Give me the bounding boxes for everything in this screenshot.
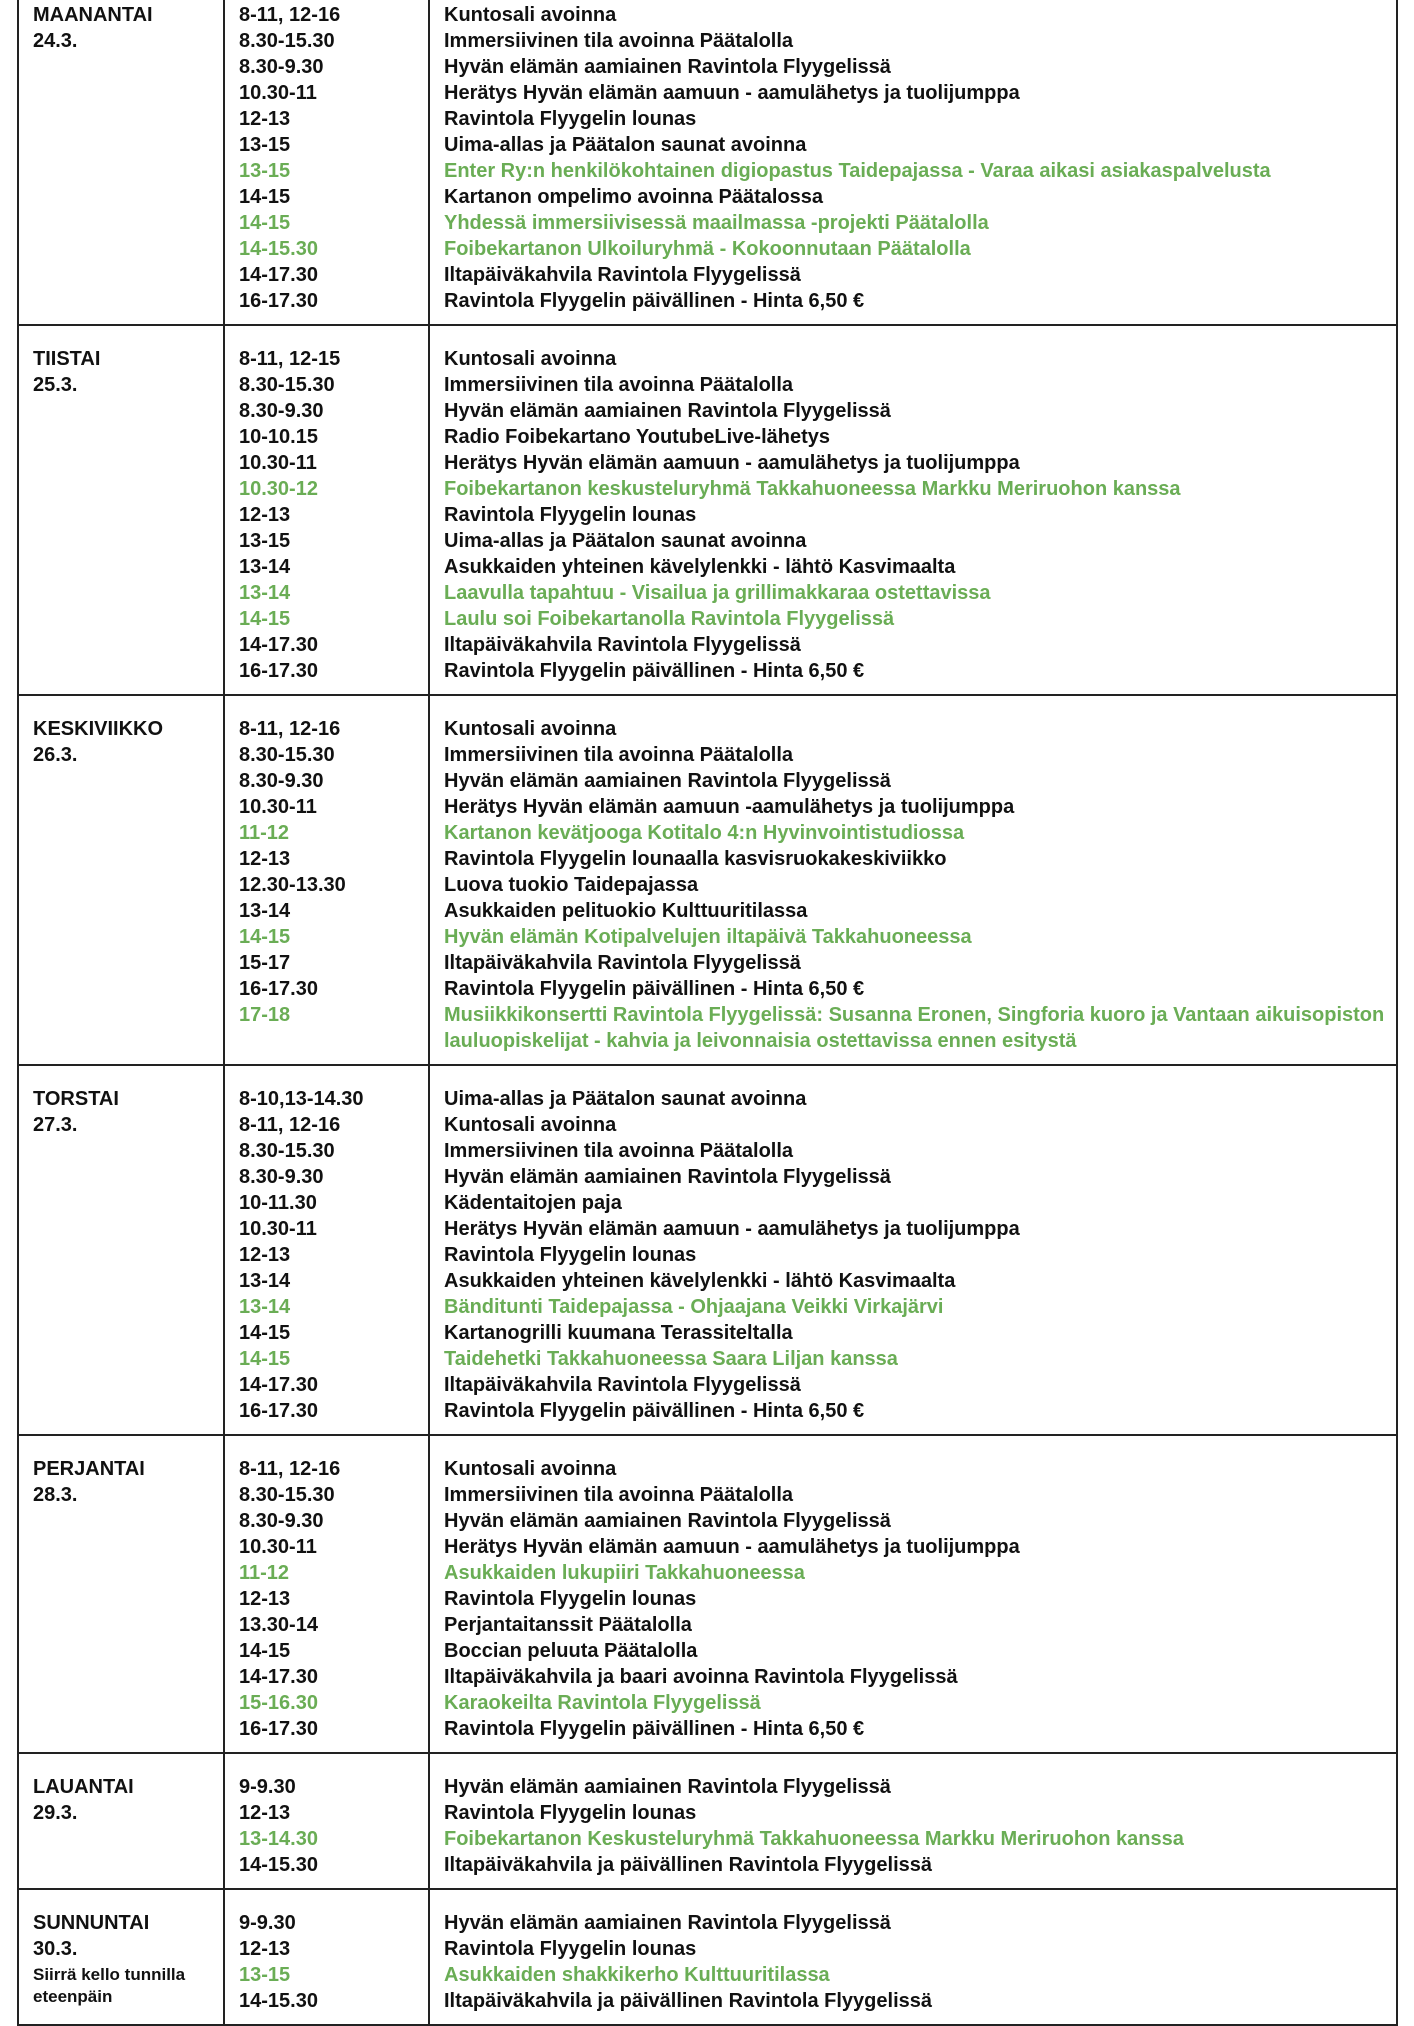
day-cell [18,1065,224,1435]
time-cell [224,325,429,695]
event-time: 8.30-9.30 [239,1166,324,1188]
event-time: 15-17 [239,952,291,974]
event-time: 10.30-11 [239,796,317,818]
event-title: Asukkaiden shakkikerho Kulttuuritilassa [444,1964,830,1986]
event-title: Herätys Hyvän elämän aamuun -aamulähetys ja tuolijumppa [444,796,1015,818]
event-title: Iltapäiväkahvila Ravintola Flyygelissä [444,264,801,286]
event-title: Ravintola Flyygelin lounas [444,504,697,526]
day-date: 28.3. [33,1484,78,1506]
event-title: Hyvän elämän aamiainen Ravintola Flyygelissä [444,1166,891,1188]
event-title: Ravintola Flyygelin lounas [444,1938,697,1960]
day-name: TIISTAI [33,348,101,370]
event-title: Hyvän elämän aamiainen Ravintola Flyygelissä [444,400,891,422]
event-cell [429,325,1397,695]
weekly-schedule-table [17,0,1398,2026]
event-time: 11-12 [239,1562,290,1584]
event-time: 10.30-12 [239,478,318,500]
event-title: Kädentaitojen paja [444,1192,622,1214]
day-cell [18,1753,224,1889]
event-title: Immersiivinen tila avoinna Päätalolla [444,30,794,52]
event-title: Hyvän elämän aamiainen Ravintola Flyygelissä [444,1776,891,1798]
event-cell [429,1435,1397,1753]
event-time: 14-15 [239,926,291,948]
event-time: 14-15 [239,1348,291,1370]
event-title: Laavulla tapahtuu - Visailua ja grillimakkaraa ostettavissa [444,582,991,604]
event-time: 11-12 [239,822,290,844]
day-note: Siirrä kello tunnilla eteenpäin [33,1965,186,2006]
event-title: Ravintola Flyygelin päivällinen - Hinta 6,50 € [444,978,865,1000]
event-time: 14-17.30 [239,1666,318,1688]
event-title: Asukkaiden yhteinen kävelylenkki - lähtö Kasvimaalta [444,556,956,578]
event-title: Laulu soi Foibekartanolla Ravintola Flyygelissä [444,608,895,630]
event-title: Hyvän elämän aamiainen Ravintola Flyygelissä [444,1510,891,1532]
event-time: 16-17.30 [239,1400,318,1422]
day-name: LAUANTAI [33,1776,134,1798]
event-time: 14-15.30 [239,1854,318,1876]
time-cell [224,1889,429,2025]
event-title: Ravintola Flyygelin lounas [444,1802,697,1824]
event-time: 10-10.15 [239,426,318,448]
event-time: 8.30-15.30 [239,30,335,52]
time-cell [224,1435,429,1753]
day-name: MAANANTAI [33,4,153,26]
day-name: SUNNUNTAI [33,1912,150,1934]
event-time: 8.30-15.30 [239,744,335,766]
event-title: Yhdessä immersiivisessä maailmassa -projekti Päätalolla [444,212,989,234]
day-name: TORSTAI [33,1088,119,1110]
event-title: Iltapäiväkahvila Ravintola Flyygelissä [444,952,801,974]
event-title: Taidehetki Takkahuoneessa Saara Liljan kanssa [444,1348,898,1370]
event-time: 13-15 [239,134,291,156]
day-cell [18,1889,224,2025]
event-title: Foibekartanon Keskusteluryhmä Takkahuoneessa Markku Meriruohon kanssa [444,1828,1184,1850]
event-title: Ravintola Flyygelin lounas [444,108,697,130]
event-title: Iltapäiväkahvila ja baari avoinna Ravintola Flyygelissä [444,1666,958,1688]
day-row [18,1753,1397,1889]
event-time: 8.30-9.30 [239,56,324,78]
time-cell [224,0,429,325]
event-title: Asukkaiden yhteinen kävelylenkki - lähtö Kasvimaalta [444,1270,956,1292]
event-title: Immersiivinen tila avoinna Päätalolla [444,1140,794,1162]
event-title: Iltapäiväkahvila ja päivällinen Ravintola Flyygelissä [444,1854,932,1876]
event-time: 8-11, 12-16 [239,718,341,740]
time-cell [224,1065,429,1435]
event-time: 16-17.30 [239,290,318,312]
event-time: 13-14 [239,582,291,604]
event-time: 13-14 [239,900,291,922]
day-row [18,0,1397,325]
event-time: 14-15 [239,1640,291,1662]
event-title: Ravintola Flyygelin lounaalla kasvisruokakeskiviikko [444,848,947,870]
event-time: 14-17.30 [239,264,318,286]
day-date: 30.3. [33,1938,78,1960]
event-title: Kartanon ompelimo avoinna Päätalossa [444,186,823,208]
event-time: 15-16.30 [239,1692,318,1714]
event-time: 13-14 [239,1296,291,1318]
day-row [18,695,1397,1065]
event-time: 14-17.30 [239,634,318,656]
event-time: 16-17.30 [239,1718,318,1740]
event-time: 8-11, 12-15 [239,348,341,370]
event-time: 8-10,13-14.30 [239,1088,364,1110]
event-time: 14-15 [239,212,291,234]
event-title: Iltapäiväkahvila Ravintola Flyygelissä [444,634,801,656]
day-row [18,1065,1397,1435]
event-title: Luova tuokio Taidepajassa [444,874,699,896]
event-title: Kartanogrilli kuumana Terassiteltalla [444,1322,793,1344]
event-title: Kuntosali avoinna [444,1458,617,1480]
event-time: 8-11, 12-16 [239,4,341,26]
day-cell [18,1435,224,1753]
event-time: 14-15 [239,608,291,630]
event-cell [429,0,1397,325]
day-date: 24.3. [33,30,78,52]
day-name: KESKIVIIKKO [33,718,164,740]
event-title: Karaokeilta Ravintola Flyygelissä [444,1692,761,1714]
event-time: 13-15 [239,530,291,552]
event-title: Bänditunti Taidepajassa - Ohjaajana Veikki Virkajärvi [444,1296,944,1318]
event-title: Hyvän elämän Kotipalvelujen iltapäivä Takkahuoneessa [444,926,972,948]
event-title: Hyvän elämän aamiainen Ravintola Flyygelissä [444,56,891,78]
event-title: Foibekartanon keskusteluryhmä Takkahuoneessa Markku Meriruohon kanssa [444,478,1181,500]
event-time: 13-14 [239,556,291,578]
day-cell [18,0,224,325]
event-time: 10.30-11 [239,1536,317,1558]
event-title: Boccian peluuta Päätalolla [444,1640,698,1662]
day-date: 26.3. [33,744,78,766]
event-time: 17-18 [239,1004,291,1026]
event-time: 8-11, 12-16 [239,1114,341,1136]
event-time: 9-9.30 [239,1912,296,1934]
event-time: 12-13 [239,1244,291,1266]
event-title: Kuntosali avoinna [444,4,617,26]
day-cell [18,325,224,695]
event-title: Herätys Hyvän elämän aamuun - aamulähetys ja tuolijumppa [444,1218,1020,1240]
day-date: 25.3. [33,374,78,396]
event-time: 13-15 [239,160,291,182]
event-title: Radio Foibekartano YoutubeLive-lähetys [444,426,830,448]
event-time: 8.30-9.30 [239,1510,324,1532]
event-time: 14-15.30 [239,238,318,260]
event-title: Ravintola Flyygelin päivällinen - Hinta 6,50 € [444,290,865,312]
event-title: Asukkaiden lukupiiri Takkahuoneessa [444,1562,805,1584]
event-time: 12-13 [239,848,291,870]
day-name: PERJANTAI [33,1458,145,1480]
event-time: 12-13 [239,108,291,130]
event-time: 12-13 [239,1802,291,1824]
day-date: 27.3. [33,1114,78,1136]
event-cell [429,1065,1397,1435]
event-title: Hyvän elämän aamiainen Ravintola Flyygelissä [444,1912,891,1934]
event-title: Ravintola Flyygelin päivällinen - Hinta 6,50 € [444,1400,865,1422]
day-row [18,1435,1397,1753]
time-cell [224,695,429,1065]
event-time: 14-15.30 [239,1990,318,2012]
event-time: 8.30-15.30 [239,1140,335,1162]
event-title: Ravintola Flyygelin lounas [444,1588,697,1610]
event-time: 12.30-13.30 [239,874,346,896]
day-date: 29.3. [33,1802,78,1824]
event-title: Iltapäiväkahvila ja päivällinen Ravintola Flyygelissä [444,1990,932,2012]
event-time: 12-13 [239,1938,291,1960]
event-time: 14-17.30 [239,1374,318,1396]
event-time: 10-11.30 [239,1192,317,1214]
event-title: Kuntosali avoinna [444,348,617,370]
event-title: Immersiivinen tila avoinna Päätalolla [444,744,794,766]
event-time: 14-15 [239,1322,291,1344]
event-time: 13.30-14 [239,1614,318,1636]
event-time: 10.30-11 [239,1218,317,1240]
day-row [18,325,1397,695]
event-title: Herätys Hyvän elämän aamuun - aamulähetys ja tuolijumppa [444,82,1020,104]
event-time: 14-15 [239,186,291,208]
event-title: Uima-allas ja Päätalon saunat avoinna [444,134,807,156]
event-time: 8.30-15.30 [239,374,335,396]
event-title: Ravintola Flyygelin lounas [444,1244,697,1266]
event-title: Uima-allas ja Päätalon saunat avoinna [444,1088,807,1110]
event-time: 10.30-11 [239,82,317,104]
event-title: Enter Ry:n henkilökohtainen digiopastus Taidepajassa - Varaa aikasi asiakaspalvelusta [444,160,1271,182]
event-time: 8.30-9.30 [239,400,324,422]
event-title: Musiikkikonsertti Ravintola Flyygelissä: Susanna Eronen, Singforia kuoro ja Vantaan aikuisopiston lauluopiskelijat - kahvia ja leivonnaisia ostettavissa ennen esitystä [444,1004,1385,1052]
event-title: Kartanon kevätjooga Kotitalo 4:n Hyvinvointistudiossa [444,822,965,844]
event-title: Ravintola Flyygelin päivällinen - Hinta 6,50 € [444,1718,865,1740]
event-title: Uima-allas ja Päätalon saunat avoinna [444,530,807,552]
event-title: Herätys Hyvän elämän aamuun - aamulähetys ja tuolijumppa [444,452,1020,474]
event-title: Asukkaiden pelituokio Kulttuuritilassa [444,900,808,922]
event-time: 9-9.30 [239,1776,296,1798]
event-title: Foibekartanon Ulkoiluryhmä - Kokoonnutaan Päätalolla [444,238,971,260]
event-cell [429,1889,1397,2025]
day-cell [18,695,224,1065]
event-time: 12-13 [239,1588,291,1610]
schedule-body [18,0,1397,2025]
event-time: 8.30-15.30 [239,1484,335,1506]
event-time: 10.30-11 [239,452,317,474]
event-title: Iltapäiväkahvila Ravintola Flyygelissä [444,1374,801,1396]
event-title: Immersiivinen tila avoinna Päätalolla [444,1484,794,1506]
event-title: Herätys Hyvän elämän aamuun - aamulähetys ja tuolijumppa [444,1536,1020,1558]
time-cell [224,1753,429,1889]
event-title: Perjantaitanssit Päätalolla [444,1614,692,1636]
event-time: 8.30-9.30 [239,770,324,792]
event-time: 13-14 [239,1270,291,1292]
day-row [18,1889,1397,2025]
event-cell [429,695,1397,1065]
event-cell [429,1753,1397,1889]
event-title: Hyvän elämän aamiainen Ravintola Flyygelissä [444,770,891,792]
event-time: 13-14.30 [239,1828,318,1850]
event-title: Kuntosali avoinna [444,1114,617,1136]
event-time: 8-11, 12-16 [239,1458,341,1480]
event-time: 12-13 [239,504,291,526]
event-title: Immersiivinen tila avoinna Päätalolla [444,374,794,396]
event-title: Kuntosali avoinna [444,718,617,740]
event-title: Ravintola Flyygelin päivällinen - Hinta 6,50 € [444,660,865,682]
event-time: 16-17.30 [239,660,318,682]
event-time: 13-15 [239,1964,291,1986]
event-time: 16-17.30 [239,978,318,1000]
